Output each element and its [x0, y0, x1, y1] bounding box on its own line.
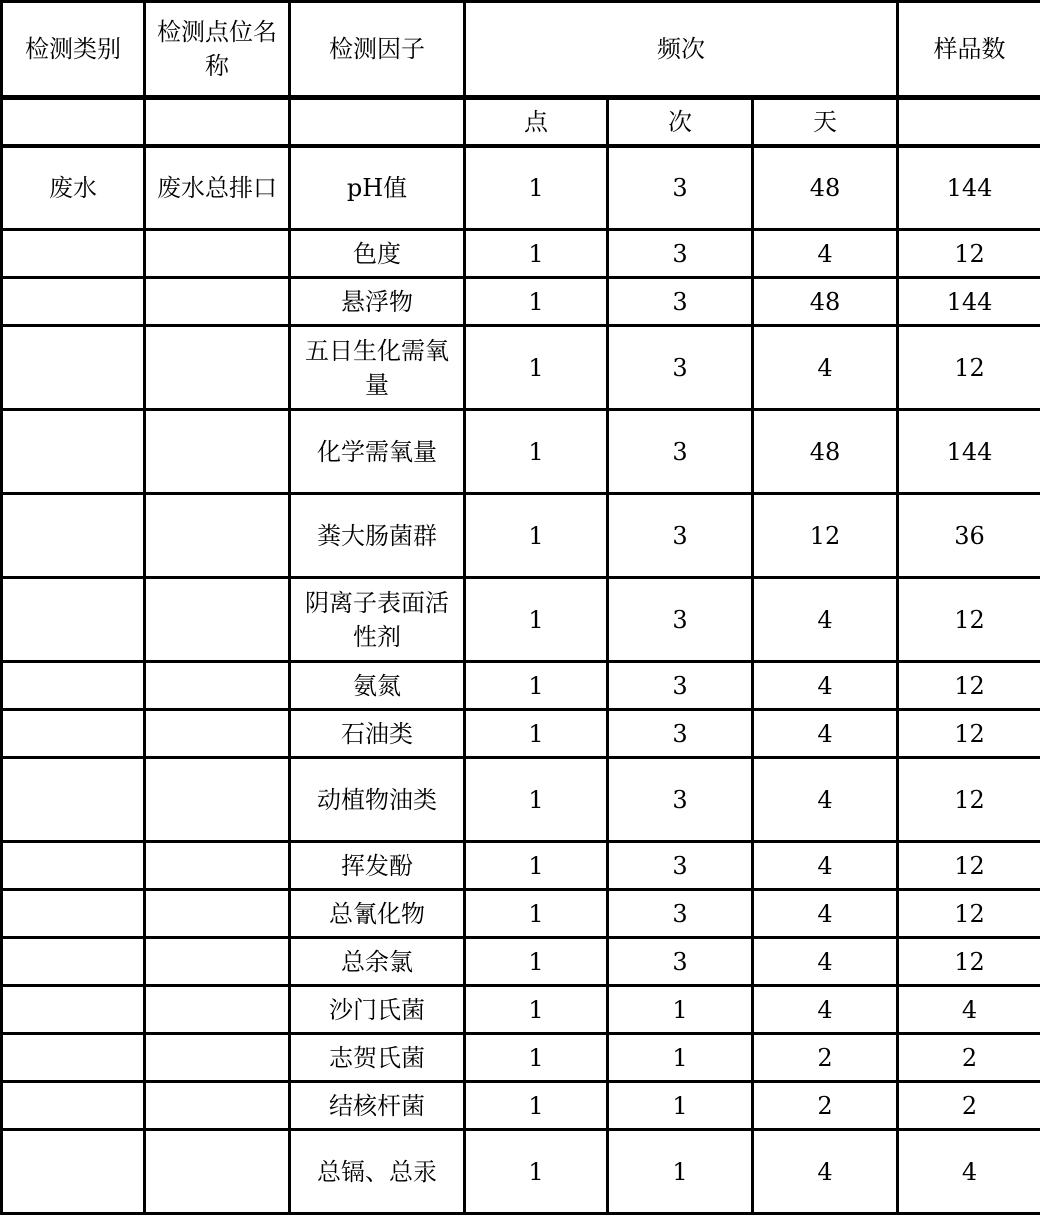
cell-times: 3 — [608, 938, 753, 986]
header-location: 检测点位名称 — [145, 2, 290, 98]
cell-point: 1 — [465, 662, 608, 710]
table-row — [2, 146, 1040, 230]
cell-times: 3 — [608, 230, 753, 278]
subheader-times: 次 — [608, 98, 753, 146]
cell-factor: 悬浮物 — [290, 278, 465, 326]
cell-factor: 石油类 — [290, 710, 465, 758]
cell-times: 1 — [608, 986, 753, 1034]
cell-samples: 12 — [898, 842, 1040, 890]
cell-factor: 动植物油类 — [290, 758, 465, 842]
cell-times: 3 — [608, 662, 753, 710]
cell-point: 1 — [465, 1130, 608, 1214]
cell-point: 1 — [465, 230, 608, 278]
cell-category — [2, 278, 145, 326]
cell-samples: 12 — [898, 662, 1040, 710]
cell-samples: 12 — [898, 578, 1040, 662]
cell-location — [145, 1082, 290, 1130]
table-row — [2, 578, 1040, 662]
cell-location — [145, 278, 290, 326]
cell-times: 3 — [608, 890, 753, 938]
cell-samples: 4 — [898, 1130, 1040, 1214]
cell-days: 48 — [753, 410, 898, 494]
cell-factor: 氨氮 — [290, 662, 465, 710]
cell-category — [2, 230, 145, 278]
table-row — [2, 986, 1040, 1034]
cell-category — [2, 662, 145, 710]
subheader-empty-cell — [898, 98, 1040, 146]
cell-point: 1 — [465, 1034, 608, 1082]
cell-days: 4 — [753, 938, 898, 986]
cell-samples: 4 — [898, 986, 1040, 1034]
cell-days: 4 — [753, 758, 898, 842]
cell-location — [145, 578, 290, 662]
cell-factor: 总镉、总汞 — [290, 1130, 465, 1214]
cell-location — [145, 326, 290, 410]
cell-samples: 2 — [898, 1082, 1040, 1130]
cell-point: 1 — [465, 938, 608, 986]
cell-point: 1 — [465, 494, 608, 578]
subheader-point: 点 — [465, 98, 608, 146]
header-row — [2, 2, 1040, 98]
table-row — [2, 1082, 1040, 1130]
table-row — [2, 890, 1040, 938]
cell-location — [145, 1034, 290, 1082]
cell-category — [2, 938, 145, 986]
cell-location — [145, 758, 290, 842]
cell-factor: 阴离子表面活性剂 — [290, 578, 465, 662]
cell-location — [145, 986, 290, 1034]
cell-location — [145, 410, 290, 494]
cell-point: 1 — [465, 278, 608, 326]
cell-days: 12 — [753, 494, 898, 578]
cell-times: 3 — [608, 710, 753, 758]
cell-days: 2 — [753, 1034, 898, 1082]
cell-days: 4 — [753, 578, 898, 662]
cell-factor: 总氰化物 — [290, 890, 465, 938]
cell-factor: 五日生化需氧量 — [290, 326, 465, 410]
table-row — [2, 710, 1040, 758]
cell-factor: 志贺氏菌 — [290, 1034, 465, 1082]
cell-samples: 12 — [898, 326, 1040, 410]
cell-category — [2, 1130, 145, 1214]
cell-point: 1 — [465, 146, 608, 230]
cell-factor: 挥发酚 — [290, 842, 465, 890]
cell-category — [2, 710, 145, 758]
cell-samples: 12 — [898, 710, 1040, 758]
cell-category — [2, 578, 145, 662]
cell-times: 3 — [608, 146, 753, 230]
cell-days: 4 — [753, 1130, 898, 1214]
table-row — [2, 758, 1040, 842]
subheader-empty-cell — [145, 98, 290, 146]
table-row — [2, 230, 1040, 278]
cell-category — [2, 986, 145, 1034]
cell-category — [2, 758, 145, 842]
cell-days: 2 — [753, 1082, 898, 1130]
cell-samples: 12 — [898, 938, 1040, 986]
cell-samples: 12 — [898, 758, 1040, 842]
cell-days: 4 — [753, 890, 898, 938]
header-frequency: 频次 — [465, 2, 898, 98]
cell-days: 4 — [753, 986, 898, 1034]
cell-samples: 2 — [898, 1034, 1040, 1082]
table-row — [2, 494, 1040, 578]
header-factor: 检测因子 — [290, 2, 465, 98]
cell-point: 1 — [465, 986, 608, 1034]
table-row — [2, 326, 1040, 410]
table-row — [2, 1034, 1040, 1082]
cell-times: 3 — [608, 494, 753, 578]
cell-factor: 结核杆菌 — [290, 1082, 465, 1130]
cell-point: 1 — [465, 578, 608, 662]
cell-times: 3 — [608, 278, 753, 326]
table-row — [2, 278, 1040, 326]
cell-point: 1 — [465, 410, 608, 494]
cell-factor: 粪大肠菌群 — [290, 494, 465, 578]
cell-point: 1 — [465, 842, 608, 890]
cell-location — [145, 662, 290, 710]
table-row — [2, 842, 1040, 890]
subheader-row — [2, 98, 1040, 146]
subheader-days: 天 — [753, 98, 898, 146]
table-row — [2, 938, 1040, 986]
cell-times: 3 — [608, 410, 753, 494]
cell-times: 1 — [608, 1034, 753, 1082]
cell-factor: 总余氯 — [290, 938, 465, 986]
cell-samples: 144 — [898, 278, 1040, 326]
cell-times: 1 — [608, 1082, 753, 1130]
cell-days: 4 — [753, 230, 898, 278]
cell-location — [145, 890, 290, 938]
cell-point: 1 — [465, 710, 608, 758]
subheader-empty-cell — [2, 98, 145, 146]
cell-days: 4 — [753, 662, 898, 710]
cell-location — [145, 494, 290, 578]
cell-days: 4 — [753, 710, 898, 758]
cell-location: 废水总排口 — [145, 146, 290, 230]
cell-category — [2, 326, 145, 410]
cell-factor: pH值 — [290, 146, 465, 230]
cell-category — [2, 1082, 145, 1130]
cell-point: 1 — [465, 1082, 608, 1130]
cell-times: 3 — [608, 326, 753, 410]
cell-location — [145, 1130, 290, 1214]
cell-samples: 36 — [898, 494, 1040, 578]
cell-days: 48 — [753, 278, 898, 326]
cell-category: 废水 — [2, 146, 145, 230]
cell-point: 1 — [465, 758, 608, 842]
table-row — [2, 1130, 1040, 1214]
cell-category — [2, 842, 145, 890]
cell-samples: 144 — [898, 146, 1040, 230]
cell-days: 4 — [753, 842, 898, 890]
cell-category — [2, 494, 145, 578]
cell-location — [145, 230, 290, 278]
cell-samples: 12 — [898, 230, 1040, 278]
cell-location — [145, 710, 290, 758]
cell-point: 1 — [465, 326, 608, 410]
cell-factor: 化学需氧量 — [290, 410, 465, 494]
cell-times: 3 — [608, 842, 753, 890]
cell-category — [2, 1034, 145, 1082]
cell-factor: 沙门氏菌 — [290, 986, 465, 1034]
table-row — [2, 662, 1040, 710]
cell-days: 4 — [753, 326, 898, 410]
cell-category — [2, 410, 145, 494]
table-row — [2, 410, 1040, 494]
cell-times: 1 — [608, 1130, 753, 1214]
cell-times: 3 — [608, 578, 753, 662]
cell-point: 1 — [465, 890, 608, 938]
cell-factor: 色度 — [290, 230, 465, 278]
header-samples: 样品数 — [898, 2, 1040, 98]
header-category: 检测类别 — [2, 2, 145, 98]
subheader-empty-cell — [290, 98, 465, 146]
cell-days: 48 — [753, 146, 898, 230]
cell-samples: 12 — [898, 890, 1040, 938]
cell-times: 3 — [608, 758, 753, 842]
cell-location — [145, 938, 290, 986]
cell-category — [2, 890, 145, 938]
cell-location — [145, 842, 290, 890]
cell-samples: 144 — [898, 410, 1040, 494]
